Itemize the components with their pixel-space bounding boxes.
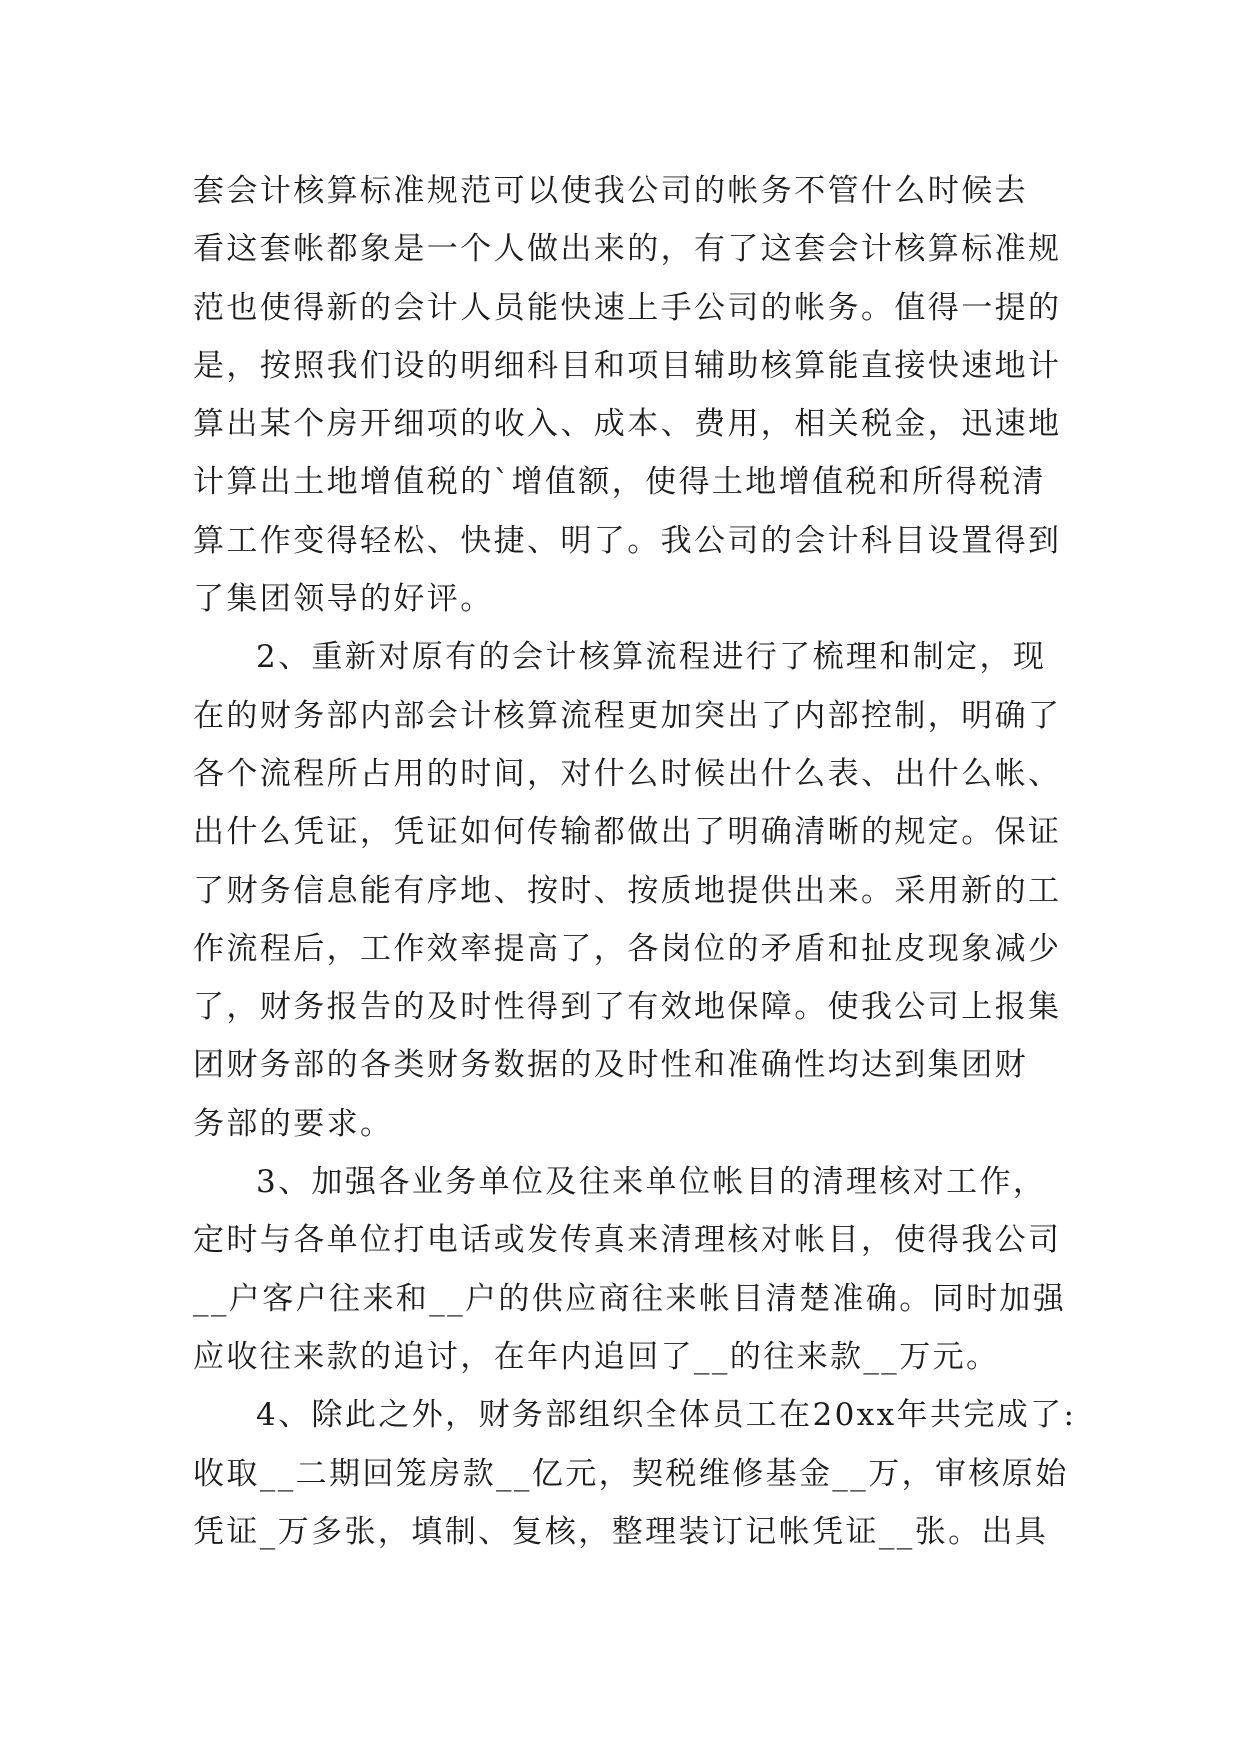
document-body (193, 162, 1077, 1561)
text-line: 作流程后，工作效率提高了，各岗位的矛盾和扯皮现象减少 (193, 930, 1062, 967)
text-line: 了，财务报告的及时性得到了有效地保障。使我公司上报集 (193, 989, 1062, 1026)
text-line: 务部的要求。 (193, 1105, 394, 1142)
text-line: 看这套帐都象是一个人做出来的，有了这套会计核算标准规 (193, 231, 1062, 268)
text-line: 收取__二期回笼房款__亿元，契税维修基金__万，审核原始 (193, 1455, 1069, 1492)
text-line: __户客户往来和__户的供应商往来帐目清楚准确。同时加强 (193, 1280, 1067, 1317)
text-line: 在的财务部内部会计核算流程更加突出了内部控制，明确了 (193, 697, 1062, 734)
text-line: 凭证_万多张，填制、复核，整理装订记帐凭证__张。出具 (193, 1513, 1049, 1550)
paragraph-4-first-line: 4、除此之外，财务部组织全体员工在20xx年共完成了: (256, 1397, 1077, 1434)
text-line: 应收往来款的追讨，在年内追回了__的往来款__万元。 (193, 1338, 1000, 1375)
text-line: 出什么凭证，凭证如何传输都做出了明确清晰的规定。保证 (193, 814, 1062, 851)
text-line: 范也使得新的会计人员能快速上手公司的帐务。值得一提的 (193, 289, 1062, 326)
text-line: 了集团领导的好评。 (193, 581, 494, 618)
text-line: 是，按照我们设的明细科目和项目辅助核算能直接快速地计 (193, 347, 1062, 384)
text-line: 团财务部的各类财务数据的及时性和准确性均达到集团财 (193, 1047, 1028, 1084)
text-line: 各个流程所占用的时间，对什么时候出什么表、出什么帐、 (193, 755, 1062, 792)
text-line: 定时与各单位打电话或发传真来清理核对帐目，使得我公司 (193, 1222, 1062, 1259)
text-line: 算工作变得轻松、快捷、明了。我公司的会计科目设置得到 (193, 522, 1062, 559)
text-line: 算出某个房开细项的收入、成本、费用，相关税金，迅速地 (193, 406, 1062, 443)
paragraph-3-first-line: 3、加强各业务单位及往来单位帐目的清理核对工作， (256, 1164, 1047, 1201)
paragraph-2-first-line: 2、重新对原有的会计核算流程进行了梳理和制定，现 (256, 639, 1047, 676)
text-line: 计算出土地增值税的`增值额，使得土地增值税和所得税清 (193, 464, 1046, 501)
text-line: 了财务信息能有序地、按时、按质地提供出来。采用新的工 (193, 872, 1062, 909)
text-line: 套会计核算标准规范可以使我公司的帐务不管什么时候去 (193, 173, 1028, 209)
